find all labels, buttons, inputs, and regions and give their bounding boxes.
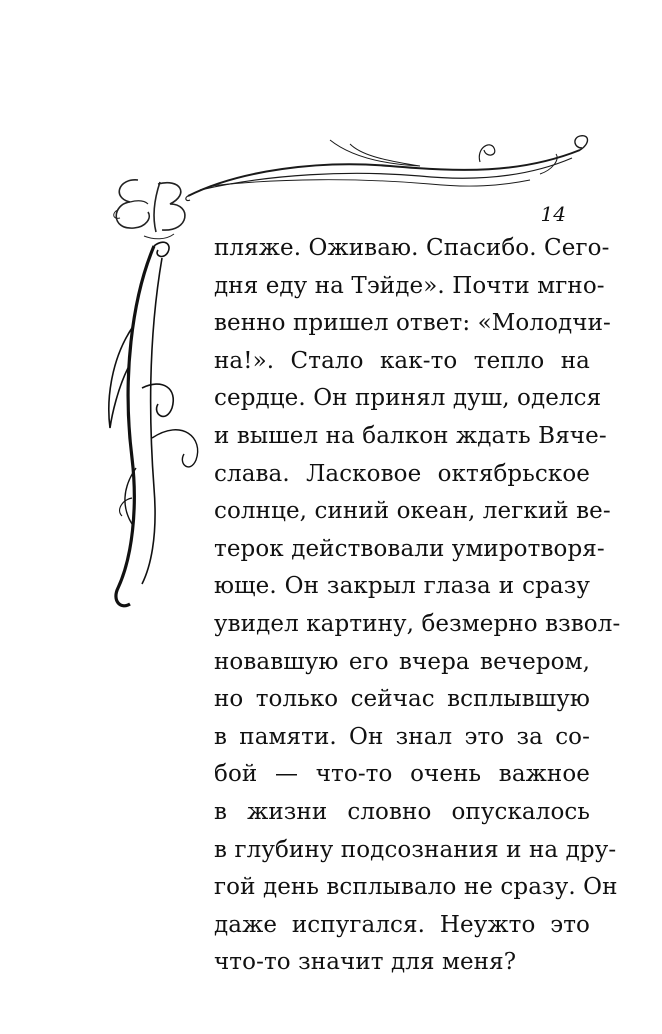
- text-line: гой день всплывало не сразу. Он: [214, 874, 618, 901]
- text-line: пляже. Оживаю. Спасибо. Сего-: [214, 235, 610, 261]
- text-line: терок действовали умиротворя-: [214, 535, 605, 562]
- text-line: в глубину подсознания и на дру-: [214, 836, 617, 863]
- text-line: увидел картину, безмерно взвол-: [214, 610, 621, 637]
- drop-cap-ornament: [92, 238, 210, 618]
- text-line: что-то значит для меня?: [214, 949, 517, 976]
- page-number: 14: [540, 202, 566, 226]
- text-line: и вышел на балкон ждать Вяче-: [214, 422, 607, 449]
- text-line: сердце. Он принял душ, оделся: [214, 385, 602, 412]
- decorative-flourish: [180, 130, 600, 210]
- text-line: новавшую его вчера вечером,: [214, 648, 590, 675]
- text-line: венно пришел ответ: «Молодчи-: [214, 310, 611, 337]
- text-line: даже испугался. Неужто это: [214, 911, 590, 938]
- text-line: но только сейчас всплывшую: [214, 686, 590, 713]
- text-line: дня еду на Тэйде». Почти мгно-: [214, 272, 605, 299]
- body-text: [214, 230, 621, 982]
- text-line: в жизни словно опускалось: [214, 798, 590, 825]
- text-line: юще. Он закрыл глаза и сразу: [214, 573, 590, 600]
- text-line: бой — что-то очень важное: [214, 761, 590, 788]
- text-line: в памяти. Он знал это за со-: [214, 723, 590, 750]
- text-line: солнце, синий океан, легкий ве-: [214, 498, 611, 525]
- text-line: слава. Ласковое октябрьское: [214, 460, 590, 487]
- text-line: на!». Стало как-то тепло на: [214, 347, 590, 374]
